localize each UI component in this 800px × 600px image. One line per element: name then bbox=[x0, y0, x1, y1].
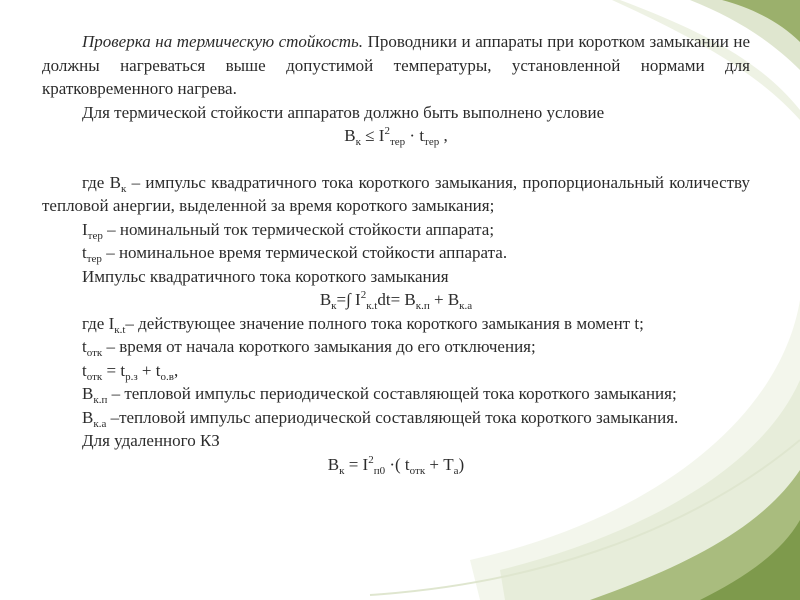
definition-bka: $В_{к.а}$ –тепловой импульс апериодической составляющей тока короткого замыкания. bbox=[82, 407, 679, 430]
definition-bkp: $В_{к.п}$ – тепловой импульс периодической составляющей тока короткого замыкания; bbox=[82, 384, 677, 406]
definition-iter: $I_{тер}$ – номинальный ток термической стойкости аппарата; bbox=[82, 219, 495, 242]
definition-totk: $t_{отк}$ – время от начала короткого замыкания до его отключения; bbox=[82, 337, 536, 359]
remote-fault-formula: $В_к = I^2_{п0}$ ·( $t_{отк} + T_а$) bbox=[327, 453, 465, 477]
definition-ikt: где $I_{к.t}-$ действующее значение полного тока короткого замыкания в момент t; bbox=[82, 313, 644, 336]
slide-content bbox=[42, 30, 750, 476]
intro-title: Проверка на термическую стойкость. bbox=[82, 32, 364, 51]
intro-text: Проводники и аппараты при коротком замыкании не должны нагреваться выше допустимой температуры, установленной нормами для кратковременного нагрева. bbox=[42, 32, 750, 98]
condition-formula: $В_к \le I^2_{тер} \cdot t_{тер}$ , bbox=[344, 125, 448, 148]
definition-bk: где $В_к$ – импульс квадратичного тока короткого замыкания, пропорциональный количеству тепловой анергии, выделенной за время короткого замыкания; bbox=[42, 172, 750, 215]
definition-totk-sum: $t_{отк} = t_{р.з} + t_{о.в}$, bbox=[82, 360, 179, 383]
impulse-formula: $В_к=\int$ $I^2_{к.t}dt= В_{к.п} + В_{к.а}$ bbox=[319, 289, 473, 312]
definition-tter: $t_{тер}$ – номинальное время термической стойкости аппарата. bbox=[82, 243, 508, 265]
condition-text: Для термической стойкости аппаратов должно быть выполнено условие bbox=[82, 102, 605, 122]
impulse-title: Импульс квадратичного тока короткого замыкания bbox=[82, 266, 449, 286]
remote-fault-title: Для удаленного КЗ bbox=[82, 431, 220, 450]
thermal-stability-intro bbox=[42, 30, 750, 101]
